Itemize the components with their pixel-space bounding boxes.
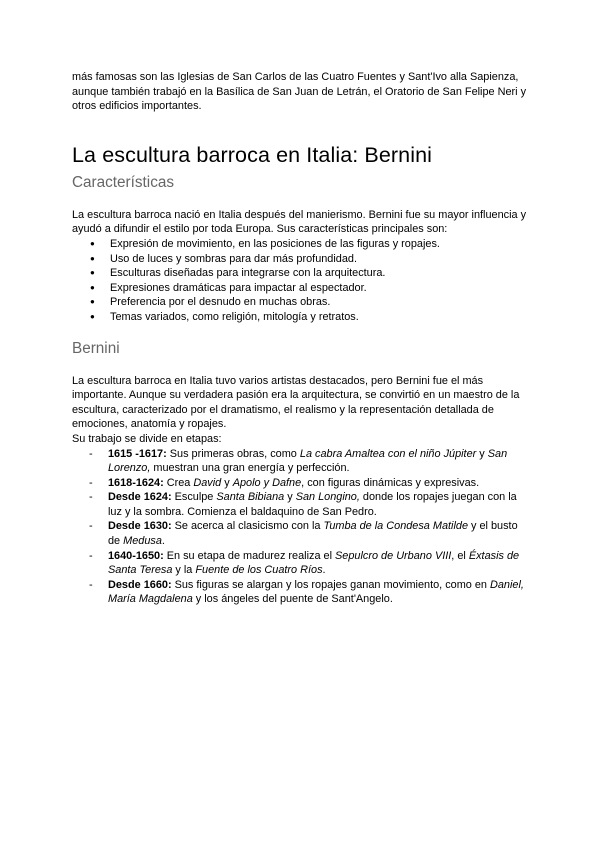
stages-list [72,447,532,608]
dash-icon: - [89,476,93,489]
document-page [72,70,532,607]
dash-icon: - [89,549,93,562]
dash-icon: - [89,578,93,591]
bullet-icon: ● [90,297,95,307]
bullet-icon: ● [90,282,95,292]
bullet-icon: ● [90,311,95,321]
list-item: - Desde 1660: Sus figuras se alargan y los ropajes ganan movimiento, como en Daniel, María Magdalena y los ángeles del puente de Sant'Angelo. [89,578,524,606]
list-item: ● Expresiones dramáticas para impactar al espectador. [90,281,367,294]
dash-icon: - [89,491,93,504]
list-item: ● Preferencia por el desnudo en muchas obras. [90,296,331,309]
bullet-icon: ● [90,238,95,248]
bullet-icon: ● [90,268,95,278]
dash-icon: - [89,520,93,533]
list-item: ● Esculturas diseñadas para integrarse con la arquitectura. [90,267,386,280]
stages-intro: Su trabajo se divide en etapas: [72,432,222,445]
section-heading-caracteristicas: Características [72,173,175,191]
bullet-icon: ● [90,253,95,263]
list-item: ● Expresión de movimiento, en las posiciones de las figuras y ropajes. [90,237,440,250]
list-item: ● Temas variados, como religión, mitología y retratos. [90,310,359,323]
dash-icon: - [89,447,93,460]
list-item: - 1615 -1617: Sus primeras obras, como La cabra Amaltea con el niño Júpiter y San Lorenzo, muestran una gran energía y perfección. [89,447,508,475]
caracteristicas-paragraph: La escultura barroca nació en Italia después del manierismo. Bernini fue su mayor influencia y ayudó a difundir el estilo por toda Europa. Sus características principales son: [72,208,527,236]
list-item: - Desde 1630: Se acerca al clasicismo con la Tumba de la Condesa Matilde y el busto de Medusa. [89,520,518,548]
list-item: - 1640-1650: En su etapa de madurez realiza el Sepulcro de Urbano VIII, el Éxtasis de Santa Teresa y la Fuente de los Cuatro Ríos. [89,549,520,577]
caracteristicas-list [72,237,532,325]
section-heading-bernini: Bernini [72,339,120,357]
list-item: - Desde 1624: Esculpe Santa Bibiana y San Longino, donde los ropajes juegan con la luz y la sombra. Comienza el baldaquino de San Pedro. [89,491,517,518]
bernini-paragraph: La escultura barroca en Italia tuvo varios artistas destacados, pero Bernini fue el más importante. Aunque su verdadera pasión era la arquitectura, se convirtió en un maestro de la escultura, caracterizado por el dramatismo, el realismo y la representación detallada de emociones, anatomía y ropajes. [72,374,520,431]
list-item: ● Uso de luces y sombras para dar más profundidad. [90,252,357,265]
page-title: La escultura barroca en Italia: Bernini [72,142,433,167]
list-item: - 1618-1624: Crea David y Apolo y Dafne, con figuras dinámicas y expresivas. [89,476,480,489]
intro-paragraph: más famosas son las Iglesias de San Carlos de las Cuatro Fuentes y Sant'Ivo alla Sapienza, aunque también trabajó en la Basílica de San Juan de Letrán, el Oratorio de San Felipe Neri y otros edificios importantes. [72,71,527,113]
